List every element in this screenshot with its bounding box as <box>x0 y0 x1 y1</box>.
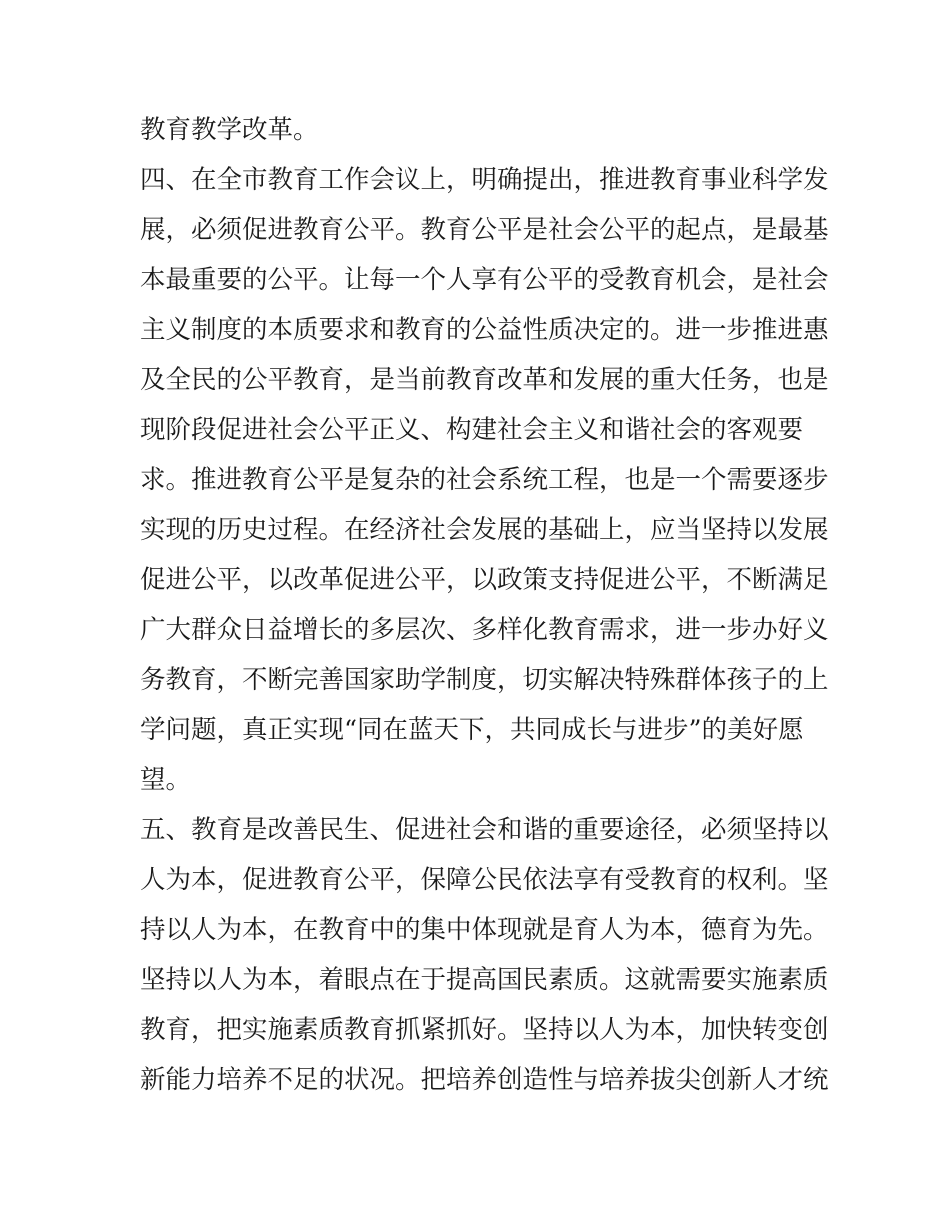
text-line: 务教育，不断完善国家助学制度，切实解决特殊群体孩子的上 <box>140 665 829 695</box>
text-line: 四、在全市教育工作会议上，明确提出，推进教育事业科学发 <box>140 165 829 195</box>
text-line: 展，必须促进教育公平。教育公平是社会公平的起点，是最基 <box>140 215 829 245</box>
text-line: 坚持以人为本，着眼点在于提高国民素质。这就需要实施素质 <box>140 965 829 995</box>
text-line: 望。 <box>140 765 192 795</box>
text-line: 教育教学改革。 <box>140 115 319 145</box>
text-line: 人为本，促进教育公平，保障公民依法享有受教育的权利。坚 <box>140 865 829 895</box>
text-line: 广大群众日益增长的多层次、多样化教育需求，进一步办好义 <box>140 615 829 645</box>
text-line: 促进公平，以改革促进公平，以政策支持促进公平，不断满足 <box>140 565 829 595</box>
text-line: 学问题，真正实现“同在蓝天下，共同成长与进步”的美好愿 <box>140 715 804 745</box>
text-line: 求。推进教育公平是复杂的社会系统工程，也是一个需要逐步 <box>140 465 829 495</box>
text-line: 主义制度的本质要求和教育的公益性质决定的。进一步推进惠 <box>140 315 829 345</box>
text-line: 持以人为本，在教育中的集中体现就是育人为本，德育为先。 <box>140 915 829 945</box>
text-line: 现阶段促进社会公平正义、构建社会主义和谐社会的客观要 <box>140 415 804 445</box>
text-line: 新能力培养不足的状况。把培养创造性与培养拔尖创新人才统 <box>140 1065 829 1095</box>
text-line: 实现的历史过程。在经济社会发展的基础上，应当坚持以发展 <box>140 515 829 545</box>
text-line: 及全民的公平教育，是当前教育改革和发展的重大任务，也是 <box>140 365 829 395</box>
text-line: 教育，把实施素质教育抓紧抓好。坚持以人为本，加快转变创 <box>140 1015 829 1045</box>
text-line: 本最重要的公平。让每一个人享有公平的受教育机会，是社会 <box>140 265 829 295</box>
text-line: 五、教育是改善民生、促进社会和谐的重要途径，必须坚持以 <box>140 815 829 845</box>
